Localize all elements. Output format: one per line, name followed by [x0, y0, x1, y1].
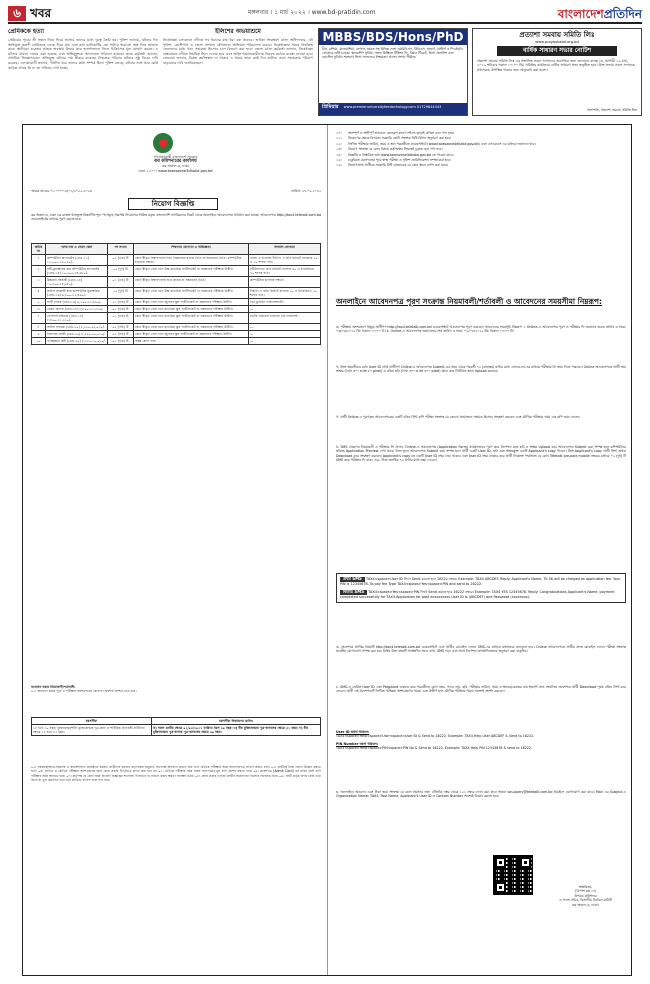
table-row: [32, 255, 321, 266]
conditions-first: ০১। আবেদন করার পূর্বে ও পরীক্ষায় অংশগ্রহণের যোগ্যতা অবশ্যই নিশ্চিত হতে হবে।: [31, 689, 137, 694]
list-item: [336, 142, 626, 146]
government-seal-icon: [153, 133, 173, 153]
list-item: [336, 158, 626, 162]
coop-body: প্রত্যাশা সমবায় সমিতি লিঃ এর সম্মানিত সকল সদস্যদের অবগতির জন্য জানানো যাচ্ছে যে, আগামী ১৯ মার্চ, ২০২২ শনিবার সকাল ১০:০০ টায় সমিতির কার্যালয়ে বার্ষিক সাধারণ সভা অনুষ্ঠিত হবে। উক্ত সভায় সকল সদস্যকে যথাসময়ে উপস্থিত থাকার জন্য অনুরোধ করা হলো।: [477, 58, 635, 72]
post-qual-cell: কোন স্বীকৃত বোর্ড হতে মাধ্যমিক স্কুল সার্টিফিকেট বা সমমানের পরীক্ষায় উত্তীর্ণ।: [134, 306, 249, 313]
post-qual-cell: কোন স্বীকৃত বোর্ড হতে উচ্চ মাধ্যমিক সার্টিফিকেট বা সমমানের পরীক্ষায় উত্তীর্ণ।: [134, 288, 249, 299]
post-other-cell: —: [249, 338, 321, 345]
forgot-userid-title: User ID জানা থাকলে:: [336, 730, 370, 734]
signed-label: স্বাক্ষরিত/-: [578, 885, 593, 889]
table-row: [32, 324, 321, 331]
coop-signature: সভাপতি, প্রত্যাশা সমবায় সমিতি লিঃ: [587, 107, 637, 112]
forgot-userid-text: TAX4<space>Help<space>User<space>User ID & Send to 16222. Example: TAX4 Help User ABCDEF & Send to 16222.: [336, 734, 535, 739]
sms-instructions-box: [336, 573, 626, 603]
signatory-title: উপকর কমিশনার: [574, 893, 597, 898]
table-row: [32, 338, 321, 345]
post-name-cell: নিরাপত্তা প্রহরী (গ্রেড-২০) ৮,২৫০-২০,০১০/-: [46, 331, 108, 338]
org-line-3: কর অঞ্চল-৩, ঢাকা: [161, 164, 190, 169]
post-other-cell: সাঁটলিপিতে প্রতি মিনিটে বাংলায় ৪৫ ও ইংরেজিতে ৭০ শব্দের গতি।: [249, 266, 321, 277]
list-item-number: ১০।: [336, 131, 342, 135]
posts-table: [31, 243, 321, 345]
post-qty-cell: ০১ (এক) টি: [108, 277, 134, 288]
news-article-2: [163, 28, 313, 116]
col-serial: ক্রমিক নং: [32, 244, 46, 255]
qr-code-icon: [493, 855, 533, 895]
list-item-number: ১২।: [336, 141, 342, 146]
post-qty-cell: ০৫ (পাঁচ) টি: [108, 324, 134, 331]
post-other-cell: —: [249, 324, 321, 331]
post-no-cell: ৪: [32, 288, 46, 299]
post-name-cell: গাড়ী চালক (গ্রেড-১৬) ৯,৩০০-২২,৪৯০/-: [46, 299, 108, 306]
signatory-role: ও সদস্য সচিব, বিভাগীয় নির্বাচন কমিটি: [559, 898, 612, 903]
online-step-7: ছ. অনলাইনে আবেদন এবং টাকা জমা সংক্রান্ত যে কোন সমস্যার জন্য টেলিটক নম্বর থেকে ১২১ নম্বরে ফোন করা যাবে অথবা vas.query@teletalk.com.bd ইমেইলে যোগাযোগ করা যাবে। Mail এর Subject-এ Organization Name: TAX4, Post Name, Applicant's User ID ও Contact Number অবশ্যই উল্লেখ করতে হবে।: [336, 790, 626, 799]
post-other-cell: —: [249, 306, 321, 313]
list-item-number: ১৪।: [336, 152, 342, 157]
mbbs-ad-footer: [319, 103, 467, 115]
post-name-cell: পরিচ্ছন্নতা কর্মী (গ্রেড-২০) ৮,২৫০-২০,০১০/-: [47, 339, 106, 343]
online-step-5: ঙ. প্রবেশপত্র প্রাপ্তির বিষয়টি http://tax4.teletalk.com.bd ওয়েবসাইটে এবং প্রার্থীর মোবাইল ফোনে SMS-এর মাধ্যমে যথাসময়ে জানানো হবে। Online আবেদনপত্রে প্রার্থীর প্রদত্ত মোবাইল ফোনে পরীক্ষা সংক্রান্ত যাবতীয় যোগাযোগ সম্পন্ন করা হবে বিধায় উক্ত নম্বরটি সার্বক্ষণিক সচল রাখা, SMS পড়া এবং প্রাপ্ত নির্দেশনা তাৎক্ষণিকভাবে অনুসরণ করা বাঞ্ছনীয়।: [336, 645, 626, 654]
list-item-text: নিয়োগপ্রাপ্ত প্রার্থীকে সরকারি বিধি মোতাবেক যে কোন স্থানে বদলি করা যাবে।: [348, 163, 449, 168]
post-qual-cell: কোন স্বীকৃত বিশ্ববিদ্যালয় হতে বিজ্ঞানসহ স্নাতক ডিগ্রি বা সমমানের ডিগ্রি; কম্পিউটার চালনায় দক্ষতা।: [134, 255, 249, 266]
age-header-a: বয়সসীমা: [32, 718, 152, 725]
post-name-cell: উচ্চমান সহকারী (গ্রেড-১৪) ১০,২০০-২৪,৬৮০/-: [46, 277, 108, 288]
mbbs-ad-brand: প্রিমিয়ার: [322, 104, 339, 110]
coop-website: www.proyashabd.org.bd: [535, 39, 579, 44]
signatory-office: কর অঞ্চল-৩, ঢাকা।: [572, 902, 599, 907]
page-number: ৬: [8, 6, 26, 21]
mbbs-ad-title: MBBS/BDS/Hons/PhD: [319, 29, 467, 45]
sms-2-text: TAX4<space>Yes<space>PIN লিখে Send করতে হবে 16222 নম্বরে। Example: TAX4 YES 12345678. Reply: Congratulations Applicant's Name, payment completed successfully for TAX4 Application for post xxxxxxxxxx User ID is (ABCDEF) and Password (xxxxxxxx).: [340, 590, 615, 599]
notice-left-column: [23, 125, 328, 975]
post-name-cell: অফিস সহকারী কাম কম্পিউটার মুদ্রাক্ষরিক (গ্রেড-১৬) ৯,৩০০-২২,৪৯০/-: [46, 288, 108, 299]
list-item: [336, 131, 626, 135]
post-no-cell: ৮: [32, 324, 46, 331]
list-item-text: লিখিত পরীক্ষার তারিখ, সময় ও স্থান পরবর্তীতে ওয়েবসাইটে (www.taxeszone4dhaka.gov.bd) এবং এসএমএস এর মাধ্যমে জানানো হবে।: [348, 141, 536, 146]
post-name-cell: অফিস সহায়ক (গ্রেড-২০) ৮,২৫০-২০,০১০/-: [46, 324, 108, 331]
org-line-2: কর কমিশনারের কার্যালয়: [154, 158, 197, 164]
list-item: [336, 136, 626, 140]
org-line-1: গণপ্রজাতন্ত্রী বাংলাদেশ সরকার: [153, 155, 198, 159]
list-item-number: ১১।: [336, 136, 342, 141]
post-other-cell: —: [249, 331, 321, 338]
list-item-number: ১৫।: [336, 158, 342, 163]
post-other-cell: বাংলা ও ইংরেজি টাইপিং এ প্রতি মিনিটে যথাক্রমে ২০ ও ২০ শব্দের গতি।: [249, 255, 321, 266]
col-quantity: পদ সংখ্যা: [108, 244, 134, 255]
post-qual-cell: কোন স্বীকৃত বোর্ড হতে মাধ্যমিক স্কুল সার্টিফিকেট বা সমমানের পরীক্ষায় উত্তীর্ণ।: [134, 313, 249, 324]
online-step-6: চ. SMS-এ প্রেরিত User ID এবং Password ব্যবহার করে পরবর্তীতে রোল নম্বর, পদের নাম, ছবি, পরীক্ষার তারিখ, সময় ও স্থানের/কেন্দ্রের নাম ইত্যাদি তথ্য সংবলিত প্রবেশপত্র প্রার্থী Download পূর্বক রঙিন প্রিন্ট করে নেবেন। প্রার্থী এই প্রবেশপত্রটি লিখিত পরীক্ষায় অংশগ্রহণের সময়ে এবং উত্তীর্ণ হলে মৌখিক পরীক্ষার সময়ে অবশ্যই প্রদর্শন করবেন।: [336, 685, 626, 694]
table-row: [32, 266, 321, 277]
mbbs-ad-body: চীন, রাশিয়া, মালয়েশিয়া, নেপাল, ভারত সহ বিভিন্ন দেশে এমবিবিএস, বিডিএস, অনার্স, মাস্টার্স ও পিএইচডি প্রোগ্রামে ভর্তি চলছে। স্কলারশিপ সুবিধা, সহজ কিস্তিতে টিউশন ফি, বিমান টিকেট, ভিসা প্রসেসিং এবং হোস্টেল সুবিধা। শতভাগ ভিসা সাফল্যের নিশ্চয়তা। আসন সংখ্যা সীমিত।: [322, 47, 463, 60]
table-row: [32, 331, 321, 338]
conditions-list: [336, 131, 626, 169]
posts-table-header: [32, 244, 321, 255]
post-qty-cell: ০২ (দুই) টি: [108, 288, 134, 299]
online-step-2: খ. উক্ত সময়সীমার মধ্যে User ID প্রাপ্ত প্রার্থীগণ Online-এ আবেদনপত্র Submit-এর সময় থেকে পরবর্তী ৭২ (বাহাত্তর) ঘণ্টার মধ্যে এসএমএস-এর মাধ্যমে পরীক্ষার ফি জমা দিতে পারবেন। Online আবেদনপত্রে প্রার্থী তার স্বাক্ষর (দৈর্ঘ্য ৩০০×প্রস্থ ৮০ pixel) ও রঙিন ছবি (দৈর্ঘ্য ৩০০×প্রস্থ ৩০০ pixel) স্ক্যান করে নির্ধারিত স্থানে Upload করবেন।: [336, 365, 626, 374]
brand-part-b: প্রতিদিন: [603, 7, 642, 21]
section-title: খবর: [30, 6, 52, 20]
table-row: [32, 288, 321, 299]
col-qualification: শিক্ষাগত যোগ্যতা ও অভিজ্ঞতা: [134, 244, 249, 255]
post-qty-cell: ০১ (এক) টি: [108, 306, 134, 313]
mbbs-ad-contact: www.premieruniversityfeedachology.com 01729844443: [343, 105, 442, 109]
mbbs-advertisement: [318, 28, 468, 116]
post-qty-cell: ০১ (এক) টি: [108, 299, 134, 306]
memo-line: [31, 189, 321, 193]
table-row: [32, 299, 321, 306]
post-other-cell: কম্পিউটার চালনায় দক্ষতা।: [249, 277, 321, 288]
age-cell-b: ক) সকল প্রার্থীর ক্ষেত্রে ০১/০৩/২০২২ তারিখে বয়স ৩০ বছর। খ) বীর মুক্তিযোদ্ধার পুত্র-কন্যাদের ক্ষেত্রে ৩২ বছর। গ) বীর মুক্তিযোদ্ধার পুত্র-কন্যার পুত্র-কন্যাদের ক্ষেত্রে ৩০ বছর।: [152, 725, 321, 736]
age-cell-a: ১৮ হতে ৩০ বছর; মুক্তিযোদ্ধা/শহীদ মুক্তিযোদ্ধার পুত্র-কন্যা ও শারীরিক প্রতিবন্ধী প্রার্থীদের ক্ষেত্রে ১৮ হতে ৩২ বছর।: [32, 725, 152, 736]
post-qual-cell: কোন স্বীকৃত বোর্ড হতে জুনিয়র স্কুল সার্টিফিকেট বা সমমানের পরীক্ষায় উত্তীর্ণ।: [134, 331, 249, 338]
online-step-3: গ. প্রার্থী Online-এ পূরণকৃত আবেদনপত্রের একটি রঙিন প্রিন্ট কপি পরীক্ষা সংক্রান্ত যে কোনো প্রয়োজনে সহায়ক হিসেবে সংরক্ষণ করবেন এবং মৌখিক পরীক্ষার সময় এক কপি জমা দেবেন।: [336, 415, 580, 419]
age-table: [31, 717, 321, 736]
col-other: অন্যান্য যোগ্যতা: [249, 244, 321, 255]
post-qual-cell: কোন স্বীকৃত বিশ্ববিদ্যালয় হতে স্নাতক বা সমমানের ডিগ্রি।: [134, 277, 249, 288]
org-line-4: ঢাকা-১২০০। www.taxeszone3dhaka.gov.bd: [138, 168, 213, 173]
notice-title: নিয়োগ বিজ্ঞপ্তি: [128, 198, 218, 210]
post-qty-cell: ০১ (এক) টি: [108, 331, 134, 338]
post-other-cell: বৈধ ড্রাইভিং লাইসেন্সধারী।: [249, 299, 321, 306]
post-qual-cell: কোন স্বীকৃত বোর্ড হতে জুনিয়র স্কুল সার্টিফিকেট বা সমমানের পরীক্ষায় উত্তীর্ণ।: [134, 299, 249, 306]
online-step-1: ক. পরীক্ষায় অংশগ্রহণে ইচ্ছুক প্রার্থীগণ http://tax4.teletalk.com.bd ওয়েবসাইটে আবেদনপত্র পূরণ করবেন। আবেদনের সময়সূচি নিম্নরূপ: i. Online-এ আবেদনপত্র পূরণ ও পরীক্ষার ফি জমাদান শুরুর তারিখ ও সময়: ০৩/০৩/২০২২ খ্রি: সকাল ১০:০০ টা। ii. Online-এ আবেদনপত্র জমাদানের শেষ তারিখ ও সময়: ০২/০৪/২০২২ খ্রি: বিকাল ০৫:০০ টা।: [336, 325, 626, 334]
post-qty-cell: ০১ (এক) টি: [108, 255, 134, 266]
article-1-body: প্রেমিকের পূর্বের স্ত্রী সন্তান নিয়ে ফিরে আসায় তাদের মধ্যে দূরত্ব তৈরি হয়। পুলিশ জানায়, ঘটনার দিন অভিযুক্ত তরুণী প্রেমিককে ডেকে নিয়ে যায় এবং কথা কাটাকাটির এক পর্যায়ে ধারালো অস্ত্র দিয়ে আঘাত করে। স্থানীয়রা গুরুতর আহত অবস্থায় উদ্ধার করে হাসপাতালে নিলে চিকিৎসক মৃত ঘোষণা করেন। এ ঘটনায় মামলা দায়ের করা হয়েছে এবং অভিযুক্তকে আদালতে পাঠানো হয়েছে। তদন্ত কর্মকর্তা জানান, প্রাথমিক জিজ্ঞাসাবাদে অভিযুক্ত ঘটনার দায় স্বীকার করেছে। নিহতের পরিবার ঘটনার সুষ্ঠু বিচার দাবি করেছে। এলাকাবাসী জানায়, দীর্ঘদিন ধরে তাদের মধ্যে সম্পর্ক ছিল। পুলিশ বলছে, ঘটনার সঙ্গে আর কেউ জড়িত আছে কি না তা খতিয়ে দেখা হচ্ছে।: [8, 38, 158, 70]
post-no-cell: ২: [32, 266, 46, 277]
list-item-number: ১৩।: [336, 147, 342, 152]
forgot-pin-text: TAX4<space>Help<space>PIN<space>PIN No & Send to 16222. Example: TAX4 Help PIN 12345678 & send to 16222.: [336, 746, 533, 751]
forgot-credentials: [336, 730, 626, 751]
list-item: [336, 147, 626, 151]
forgot-pin-title: PIN Number জানা থাকলে:: [336, 741, 378, 746]
post-no-cell: ৫: [32, 299, 46, 306]
list-item-number: ১৬।: [336, 163, 342, 168]
list-item-text: নিয়োগের ক্ষেত্রে বিদ্যমান সরকারি কোটা সংক্রান্ত বিধি-বিধান অনুসরণ করা হবে।: [348, 136, 452, 141]
memo-date: তারিখ: ২৭.০২.২০২২: [291, 189, 321, 193]
post-name-cell: ডেসপাস রাইডার (গ্রেড-১৮) ৮,৮০০-২১,৩১০/-: [46, 313, 108, 324]
post-name-cell: রেকর্ড কিপার (গ্রেড-১৮) ৮,৮০০-২১,৩১০/-: [46, 306, 108, 313]
post-no-cell: ৬: [32, 306, 46, 313]
post-no-cell: ৯: [32, 331, 46, 338]
age-header-b: বয়সসীমা নির্ধারণের তারিখ: [152, 718, 321, 725]
sms-1-label: প্রথম SMS: [340, 577, 365, 582]
dateline: মঙ্গলবার । ১ মার্চ ২০২২ । www.bd-pratidin.com: [248, 9, 376, 16]
recruitment-notice: [22, 124, 632, 976]
post-qual-cell: অষ্টম শ্রেণি পাস।: [134, 338, 249, 345]
online-step-4: ঘ. SMS প্রেরণের নিয়মাবলী ও পরীক্ষার ফি প্রদান: Online-এ আবেদনপত্র (Application Form) যথাযথভাবে পূরণ করে নির্দেশনা মতে ছবি ও স্বাক্ষর Upload করে আবেদনপত্র Submit করা সম্পন্ন হলে কম্পিউটারে ছবিসহ Application Preview দেখা যাবে। নিজ ভুলে আবেদনপত্র Submit করা সম্পন্ন হলে প্রার্থী একটি User ID, ছবি এবং স্বাক্ষরযুক্ত একটি Applicant's copy পাবেন। উক্ত Applicant's copy প্রার্থী প্রিন্ট অথবা Download করে সংরক্ষণ করবেন। Applicant's copy তে একটি User ID নম্বর দেয়া থাকবে এবং User ID নম্বর ব্যবহার করে প্রার্থী নিম্নোক্ত পদ্ধতিতে যে কোন Teletalk pre-paid mobile নম্বরের মাধ্যমে ০২ (দুই) টি SMS করে পরীক্ষার ফি বাবদ ৫৬/- টাকা অনধিক ৭২ ঘণ্টার মধ্যে জমা দেবেন।: [336, 445, 626, 463]
notice-right-column: [328, 125, 633, 975]
post-other-cell: টাইপিং এ প্রতি মিনিটে বাংলায় ২০ ও ইংরেজিতে ২০ শব্দের গতি।: [249, 288, 321, 299]
table-row: [32, 306, 321, 313]
list-item-text: চাকুরিতে যোগদানের পূর্বে স্বাস্থ্য পরীক্ষা ও পুলিশ ভেরিফিকেশন সম্পন্ন করা হবে।: [348, 158, 451, 163]
organization-block: [33, 155, 318, 173]
conditions-title: আবেদন করার নিয়মাবলী/শর্তাবলী:: [31, 685, 76, 689]
page-header: [8, 6, 642, 24]
coop-notice-title: বার্ষিক সাধারণ সভার নোটিশ: [497, 46, 617, 56]
conditions-heading: [31, 685, 321, 693]
table-row: [32, 277, 321, 288]
post-qty-cell: ০২ (দুই) টি: [108, 266, 134, 277]
post-name-cell: কম্পিউটার অপারেটর (গ্রেড-১৩) ১১,০০০-২৬,৫৯০/-: [46, 255, 108, 266]
list-item-text: নিয়োগ সংক্রান্ত যে কোন বিষয়ে কর্তৃপক্ষের সিদ্ধান্তই চূড়ান্ত বলে গণ্য হবে।: [348, 147, 443, 152]
news-article-1: [8, 28, 158, 116]
memo-number: স্মারক নং-৩৪.০১.০০০০.৪/০১/২০২২-২০২৩: [31, 189, 92, 193]
signature-block: [543, 885, 628, 907]
newspaper-logo: বাংলাদেশপ্রতিদিন: [557, 7, 642, 21]
post-qty-cell: ০১ (এক) টি: [108, 338, 134, 345]
list-item: [336, 163, 626, 167]
coop-advertisement: [472, 28, 642, 116]
article-1-title: প্রেমিককে হত্যা: [8, 28, 44, 35]
list-item-text: অসম্পূর্ণ ও ত্রুটিপূর্ণ আবেদন কোনরূপ কারণ দর্শানো ছাড়াই বাতিল বলে গণ্য হবে।: [348, 131, 455, 135]
list-item-text: বিজ্ঞপ্তি ও বিস্তারিত তথ্য www.taxeszone4dhaka.gov.bd তে পাওয়া যাবে।: [348, 152, 454, 157]
col-post-name: পদের নাম ও বেতন স্কেল: [46, 244, 108, 255]
article-2-body: নিষেধাজ্ঞা চলাকালে নদীতে সব ধরনের মাছ ধরা বন্ধ থাকবে। জাটকা সংরক্ষণে মৎস্য অধিদফতর, নৌ পুলিশ, কোস্টগার্ড ও জেলা প্রশাসন যৌথভাবে অভিযান পরিচালনা করবে। নিষেধাজ্ঞার সময়ে নিবন্ধিত জেলেদের মধ্যে খাদ্য সহায়তা হিসেবে চাল বিতরণ করা হবে। জেলা মৎস্য কর্মকর্তা জানান, নিষেধাজ্ঞা বাস্তবায়নে নদীতে নিয়মিত টহল দেওয়া হবে এবং আইন অমান্যকারীদের বিরুদ্ধে কঠোর ব্যবস্থা নেওয়া হবে। জেলেরা জানান, বিকল্প কর্মসংস্থান না থাকায় এ সময়ে তারা কষ্টে দিন কাটান। তারা সহায়তার পরিমাণ বাড়ানোর দাবি জানিয়েছেন।: [163, 38, 313, 65]
online-application-title: অনলাইনে আবেদনপত্র পূরণ সংক্রান্ত নিয়মাবলী/শর্তাবলী ও আবেদনের সময়সীমা নিম্নরূপ:: [336, 297, 603, 306]
post-qty-cell: ০১ (এক) টি: [108, 313, 134, 324]
article-2-title: ইলিশের অভয়াশ্রমে: [215, 28, 261, 35]
notice-intro: কর অঞ্চল-৩, ঢাকা এর রাজস্ব খাতভুক্ত নিম্নবর্ণিত শূন্য পদসমূহে সরাসরি নিয়োগের নিমিত্ত প্রকৃত বাংলাদেশি নাগরিকদের নিকট থেকে অনলাইনে আবেদনপত্র আহ্বান করা যাচ্ছে। আবেদনপত্র http://tax4.teletalk.com.bd ওয়েবসাইটের মাধ্যমে পূরণ করতে হবে।: [31, 213, 321, 222]
post-qual-cell: কোন স্বীকৃত বোর্ড হতে উচ্চ মাধ্যমিক সার্টিফিকেট বা সমমানের পরীক্ষায় উত্তীর্ণ।: [134, 266, 249, 277]
post-no-cell: ৭: [32, 313, 46, 324]
post-no-cell: ৩: [32, 277, 46, 288]
sms-1-text: TAX4<space>User ID লিখে Send করতে হবে 16222 নম্বরে। Example: TAX4 ABCDEF. Reply: Applicant's Name, Tk-56 will be charged as application fee. Your PIN is 12345678. To pay fee Type TAX4<space>Yes<space>PIN and send to 16222.: [340, 577, 621, 586]
post-name-cell: সাঁট-মুদ্রাক্ষরিক কাম কম্পিউটার অপারেটর (গ্রেড-১৪) ১০,২০০-২৪,৬৮০/-: [46, 266, 108, 277]
sms-2-label: দ্বিতীয় SMS: [340, 590, 367, 595]
post-no-cell: ১০: [32, 338, 46, 345]
post-no-cell: ১: [32, 255, 46, 266]
terms-text: ০২। সরকারি/আধা-সরকারি ও স্বায়ত্তশাসিত প্রতিষ্ঠানে কর্মরত প্রার্থীদের যথাযথ কর্তৃপক্ষের অনুমতি সাপেক্ষে আবেদন করতে হবে এবং মৌখিক পরীক্ষার সময় অনাপত্তিপত্র দাখিল করতে হবে। ০৩। প্রার্থীকে নিজ জেলা উল্লেখ করতে হবে। ০৪। লিখিত ও মৌখিক পরীক্ষায় অংশগ্রহণের জন্য কোন প্রকার টিএ/ডিএ প্রদান করা হবে না। ০৫। মৌখিক পরীক্ষার সময় সকল সনদপত্রের মূল কপি প্রদর্শন করতে হবে। ০৬। প্রবেশপত্র (Admit Card) এর রঙিন প্রিন্ট কপি পরীক্ষার সময় আনতে হবে। ০৭। কর্তৃপক্ষ যে কোন সময় নিয়োগ বিজ্ঞপ্তির শর্তাবলি পরিবর্তন বা বাতিল করার ক্ষমতা সংরক্ষণ করে। ০৮। কোন প্রকার তদবির প্রার্থীর অযোগ্যতা হিসেবে বিবেচিত হবে। ০৯। প্রার্থী কর্তৃক প্রদত্ত কোন তথ্য মিথ্যা বা ভুল প্রমাণিত হলে তার প্রার্থিতা বাতিল বলে গণ্য হবে।: [31, 765, 321, 782]
coop-title: প্রত্যাশা সমবায় সমিতি লিঃ: [519, 31, 595, 39]
post-other-cell: মোটর সাইকেল চালনার বৈধ লাইসেন্স।: [249, 313, 321, 324]
post-qual-cell: কোন স্বীকৃত বোর্ড হতে মাধ্যমিক স্কুল সার্টিফিকেট বা সমমানের পরীক্ষায় উত্তীর্ণ।: [134, 324, 249, 331]
list-item: [336, 153, 626, 157]
signatory-name: (বিপাশ চন্দ্র দে): [575, 889, 596, 894]
table-row: [32, 313, 321, 324]
